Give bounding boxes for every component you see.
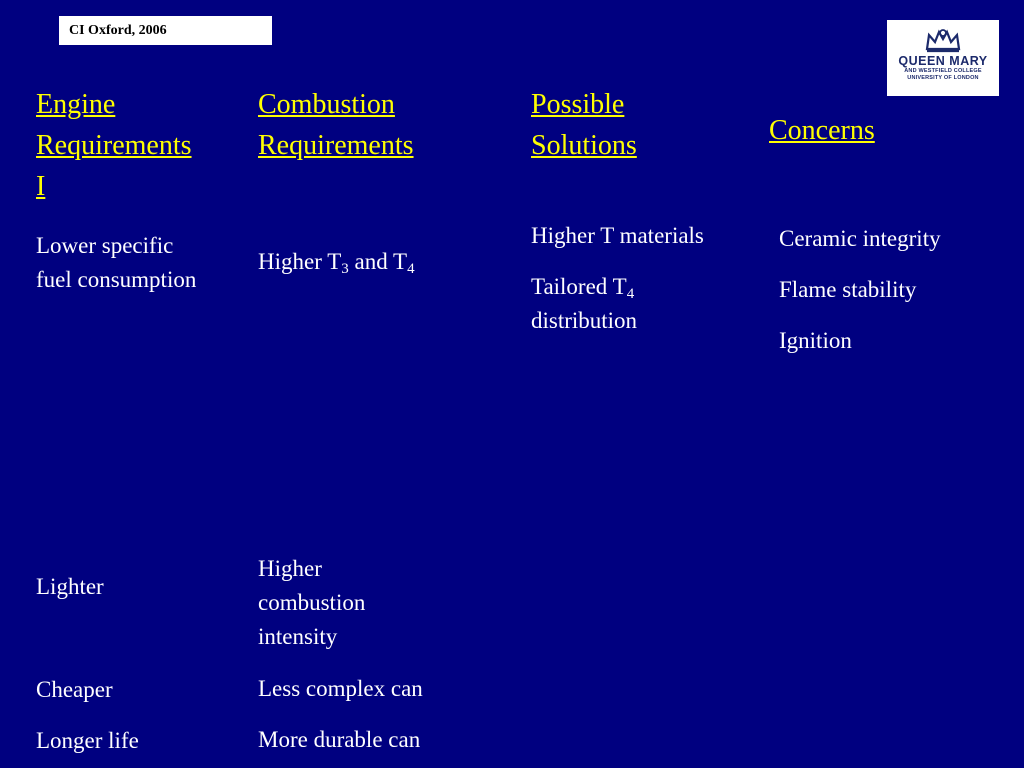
heading-combustion-requirements: Combustion Requirements: [258, 89, 414, 161]
engine-item-cheaper: Cheaper: [36, 677, 113, 702]
combustion-item-more-durable: More durable can: [258, 727, 421, 752]
logo-name: QUEEN MARY: [898, 54, 988, 68]
combustion-item-intensity: Higher combustion intensity: [258, 556, 366, 649]
concern-item-flame: Flame stability: [779, 277, 917, 302]
solution-item-materials: Higher T materials: [531, 223, 704, 248]
logo-line-2: UNIVERSITY OF LONDON: [907, 74, 979, 81]
heading-possible-solutions: Possible Solutions: [531, 89, 637, 161]
heading-concerns: Concerns: [769, 115, 875, 146]
logo-line-1: AND WESTFIELD COLLEGE: [904, 68, 982, 74]
conference-tag: CI Oxford, 2006: [59, 16, 272, 45]
concern-item-ignition: Ignition: [779, 328, 852, 353]
heading-engine-requirements: Engine Requirements I: [36, 89, 192, 202]
engine-item-lighter: Lighter: [36, 574, 104, 599]
crown-icon: [923, 27, 963, 53]
engine-item-sfc: Lower specific fuel consumption: [36, 233, 197, 292]
concern-item-ceramic: Ceramic integrity: [779, 226, 941, 251]
solution-item-tailored: Tailored $T_4$ distribution: [531, 274, 638, 333]
combustion-item-less-complex: Less complex can: [258, 676, 423, 701]
university-logo: [887, 20, 999, 96]
engine-item-longer-life: Longer life: [36, 728, 139, 753]
combustion-item-higher-temps: Higher $T_3$ and $T_4$: [258, 249, 415, 277]
